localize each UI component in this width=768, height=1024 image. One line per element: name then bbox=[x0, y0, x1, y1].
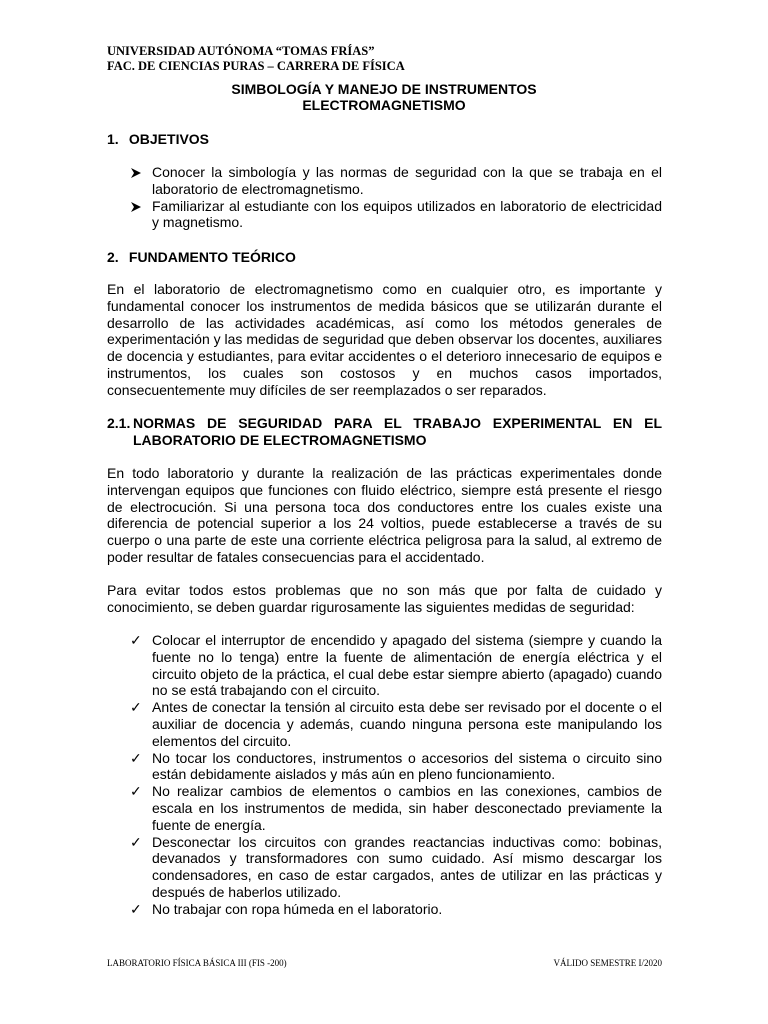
safety-rules-list bbox=[130, 632, 662, 918]
rule-text: Antes de conectar la tensión al circuito esta debe ser revisado por el docente o el auxiliar de docencia y además, cuando ninguna persona este manipulando los elementos del circuito. bbox=[152, 699, 662, 749]
section-number: 1. bbox=[107, 131, 119, 147]
section-title: OBJETIVOS bbox=[128, 131, 210, 147]
list-item bbox=[130, 632, 662, 699]
checkmark-icon: ✓ bbox=[130, 900, 142, 917]
rule-text: No tocar los conductores, instrumentos o accesorios del sistema o circuito sino están debidamente aislados y más aún en pleno funcionamiento. bbox=[152, 749, 662, 783]
normas-paragraph-2: Para evitar todos estos problemas que no son más que por falta de cuidado y conocimiento, se deben guardar rigurosamente las siguientes medidas de seguridad: bbox=[107, 582, 662, 615]
objective-text: Familiarizar al estudiante con los equipos utilizados en laboratorio de electricidad y magnetismo. bbox=[152, 197, 662, 231]
arrow-bullet-icon bbox=[130, 164, 148, 183]
checkmark-icon: ✓ bbox=[130, 749, 142, 766]
section-heading-objetivos bbox=[107, 131, 209, 147]
section-title: FUNDAMENTO TEÓRICO bbox=[128, 249, 296, 265]
subsection-number: 2.1. bbox=[107, 415, 131, 431]
checkmark-icon: ✓ bbox=[130, 833, 142, 850]
list-item bbox=[130, 164, 662, 198]
list-item bbox=[130, 750, 662, 784]
university-name: UNIVERSIDAD AUTÓNOMA “TOMAS FRÍAS” bbox=[107, 44, 375, 58]
footer-course: LABORATORIO FÍSICA BÁSICA III (FIS -200) bbox=[107, 958, 287, 968]
list-item bbox=[130, 699, 662, 749]
fundamento-paragraph: En el laboratorio de electromagnetismo como en cualquier otro, es importante y fundamental conocer los instrumentos de medida básicos que se utilizarán durante el desarrollo de las actividades académicas, así como los métodos generales de experimentación y las medidas de seguridad que deben observar los docentes, auxiliares de docencia y estudiantes, para evitar accidentes o el deterioro innecesario de equipos e instrumentos, los cuales son costosos y en muchos casos importados, consecuentemente muy difíciles de ser reemplazados o ser reparados. bbox=[107, 281, 662, 398]
section-number: 2. bbox=[107, 249, 119, 265]
objective-text: Conocer la simbología y las normas de seguridad con la que se trabaja en el laboratorio de electromagnetismo. bbox=[152, 164, 662, 197]
subsection-heading-normas bbox=[107, 415, 662, 449]
rule-text: No realizar cambios de elementos o cambios en las conexiones, cambios de escala en los instrumentos de medida, sin haber desconectado previamente la fuente de energía. bbox=[152, 783, 662, 833]
rule-text: Desconectar los circuitos con grandes reactancias inductivas como: bobinas, devanados y transformadores con sumo cuidado. Así mismo descargar los condensadores, en caso de estar cargados, antes de utilizar en las prácticas y después de haberlos utilizado. bbox=[152, 833, 662, 900]
rule-text: Colocar el interruptor de encendido y apagado del sistema (siempre y cuando la fuente no lo tenga) entre la fuente de alimentación de energía eléctrica y el circuito objeto de la práctica, el cual debe estar siempre abierto (apagado) cuando no se está trabajando con el circuito. bbox=[152, 632, 662, 699]
faculty-name: FAC. DE CIENCIAS PURAS – CARRERA DE FÍSICA bbox=[107, 59, 405, 73]
list-item bbox=[130, 901, 662, 918]
rule-text: No trabajar con ropa húmeda en el laboratorio. bbox=[152, 900, 443, 917]
document-title: SIMBOLOGÍA Y MANEJO DE INSTRUMENTOS bbox=[231, 81, 537, 97]
subsection-title: NORMAS DE SEGURIDAD PARA EL TRABAJO EXPERIMENTAL EN EL LABORATORIO DE ELECTROMAGNETISMO bbox=[133, 415, 662, 448]
list-item bbox=[130, 783, 662, 833]
document-subtitle: ELECTROMAGNETISMO bbox=[302, 97, 466, 113]
section-heading-fundamento bbox=[107, 249, 296, 265]
footer-semester: VÁLIDO SEMESTRE I/2020 bbox=[553, 958, 662, 968]
list-item bbox=[130, 198, 662, 232]
normas-paragraph-1: En todo laboratorio y durante la realización de las prácticas experimentales donde intervengan equipos que funciones con fluido eléctrico, siempre está presente el riesgo de electrocución. Si una persona toca dos conductores entre los cuales existe una diferencia de potencial superior a los 24 voltios, puede establecerse a través de su cuerpo o una parte de este una corriente eléctrica peligrosa para la salud, al extremo de poder resultar de fatales consecuencias para el accidentado. bbox=[107, 465, 662, 565]
checkmark-icon: ✓ bbox=[130, 699, 142, 716]
checkmark-icon: ✓ bbox=[130, 632, 142, 648]
arrow-bullet-icon bbox=[130, 198, 148, 217]
list-item bbox=[130, 834, 662, 901]
objectives-list bbox=[130, 164, 662, 231]
checkmark-icon: ✓ bbox=[130, 783, 142, 800]
